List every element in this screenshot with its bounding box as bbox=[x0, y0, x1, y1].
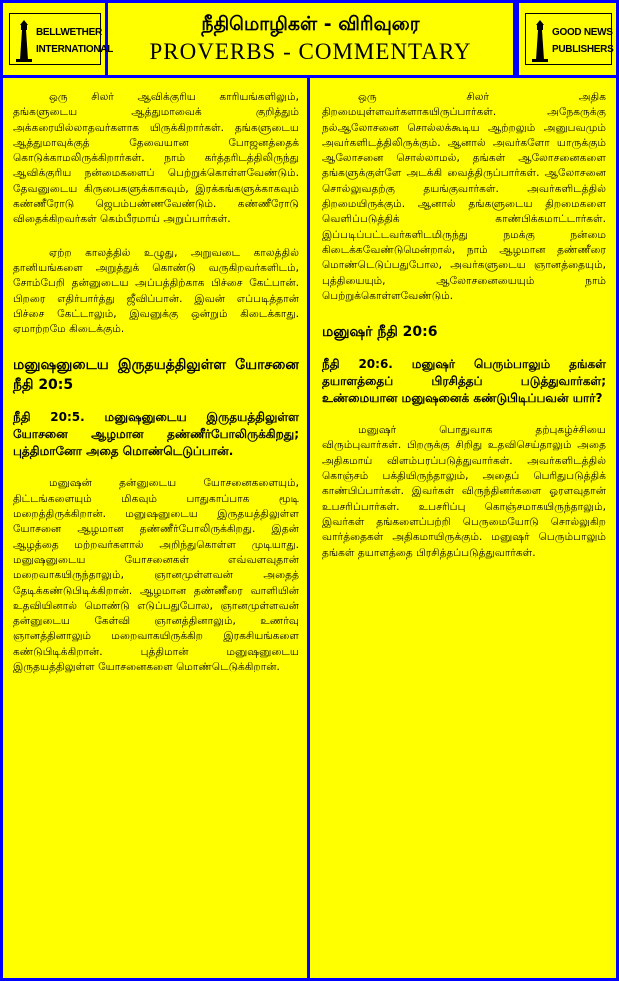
right-paragraph-2: மனுஷர் பொதுவாக தற்புகழ்ச்சியை விரும்புவார்கள். பிறருக்கு சிறிது உதவிசெய்தாலும் அதை அதிகமாய் விளம்பரப்படுத்துவார்கள். அவர்களிடத்தில் கொஞ்சம் பக்தியிருந்தாலும், அதைப் பெரிதுபடுத்திக் காண்பிப்பார்கள். இவர்கள் விருந்தினர்களை ஓரளவுதான் உபசரிப்பார்கள். உபசரிப்பு கொஞ்சமாகயிருந்தாலும், இவர்கள் தங்களைப்பற்றி பெருமையோடு சொல்லுகிற வார்த்தைகள் அதிகமாயிருக்கும். மனுஷர் பெரும்பாலும் தங்கள் தயாளத்தை பிரசித்தப்படுத்துவார்கள். bbox=[322, 424, 606, 559]
page-title-tamil: நீதிமொழிகள் - விரிவுரை bbox=[201, 13, 420, 35]
title-box bbox=[108, 3, 516, 75]
right-logo-line2: PUBLISHERS bbox=[552, 44, 614, 55]
page-title-english: PROVERBS - COMMENTARY bbox=[149, 39, 472, 64]
left-paragraph-1: ஒரு சிலர் ஆவிக்குரிய காரியங்களிலும், தங்களுடைய ஆத்துமாவைக் குறித்தும் அக்கரையில்லாதவர்களாக யிருக்கிறார்கள். தங்களுடைய ஆத்துமாவுக்குத் தேவையான போஜனத்தைக் கொடுக்காமலிருக்கிறார்கள். நாம் கர்த்தரிடத்திலிருந்து ஆவிக்குரிய நன்மைகளைப் பெற்றுக்கொள்ளவேண்டும். தேவனுடைய கிருபைகளுக்காகவும், இரக்கங்களுக்காகவும் கண்ணீரோடு ஜெபம்பண்ணவேண்டும். கண்ணீரோடு விதைக்கிறவர்கள் கெம்பீரமாய் அறுப்பார்கள். bbox=[13, 91, 299, 226]
verse-20-5: நீதி 20:5. மனுஷனுடைய இருதயத்திலுள்ள யோசனை ஆழமான தண்ணீர்போலிருக்கிறது; புத்திமானோ அதை மொண்டெடுப்பான். bbox=[13, 410, 299, 459]
lighthouse-icon bbox=[529, 20, 551, 62]
bellwether-logo bbox=[9, 13, 114, 65]
left-paragraph-3: மனுஷன் தன்னுடைய யோசனைகளையும், திட்டங்களையும் மிகவும் பாதுகாப்பாக மூடி மறைத்திருக்கிறான். மனுஷனுடைய இருதயத்திலுள்ள யோசனை ஆழமான தண்ணீர்போலிருக்கிறது. இதன் ஆழத்தை மற்றவர்களால் அறிந்துகொள்ள முடியாது. மனுஷனுடைய யோசனைகள் எவ்வளவுதான் மறைவாகயிருந்தாலும், ஞானமுள்ளவன் அதைத் தேடிக்கண்டுபிடிக்கிறான். ஆழமான தண்ணீரை வாளியின் உதவியினால் மொண்டு எடுப்பதுபோல, ஞானமுள்ளவன் தன்னுடைய கேள்வி ஞானத்தினாலும், உணர்வு ஞானத்தினாலும் மறைவாகயிருக்கிற இரகசியங்களை கண்டுபிடிக்கிறான். புத்திமான் மனுஷனுடைய இருதயத்திலுள்ள யோசனைகளை மொண்டெடுக்கிறான். bbox=[13, 477, 299, 674]
section-heading-20-5: மனுஷனுடைய இருதயத்திலுள்ள யோசனை நீதி 20:5 bbox=[13, 357, 299, 394]
right-paragraph-1: ஒரு சிலர் அதிக திறமையுள்ளவர்களாகயிருப்பார்கள். அநேகருக்கு நல்ஆலோசனை சொல்லக்கூடிய ஆற்றலும் அனுபவமும் அவர்களிடத்திலிருக்கும். ஆனால் அவர்களோ யாருக்கும் ஆலோசனை சொல்லாமல், தங்கள் ஆலோசனைகளை தங்களுக்குள்ளே அடக்கி வைத்திருப்பார்கள். ஆலோசனை சொல்லுவதற்கு தயங்குவார்கள். அவர்களிடத்தில் திறமையிருக்கும். ஆனால் தங்களுடைய திறமைகளை வெளிப்படுத்திக் காண்பிக்கமாட்டார்கள். இப்படிப்பட்டவர்களிடமிருந்து நமக்கு நன்மை கிடைக்கவேண்டுமென்றால், நாம் ஆழமான தண்ணீரை மொண்டெடுப்பதுபோல, அவர்களுடைய ஞானத்தையும், புத்தியையும், ஆலோசனையையும் நாம் பெற்றுக்கொள்ளவேண்டும். bbox=[322, 91, 606, 302]
section-heading-20-6: மனுஷர் நீதி 20:6 bbox=[322, 324, 438, 341]
verse-20-6: நீதி 20:6. மனுஷர் பெரும்பாலும் தங்கள் தயாளத்தைப் பிரசித்தப் படுத்துவார்கள்; உண்மையான மனுஷனைக் கண்டுபிடிப்பவன் யார்? bbox=[322, 357, 606, 406]
right-logo-line1: GOOD NEWS bbox=[552, 27, 613, 38]
good-news-logo bbox=[525, 13, 612, 65]
right-column bbox=[310, 78, 619, 981]
left-column bbox=[0, 78, 310, 981]
header-banner bbox=[0, 0, 619, 78]
left-logo-line1: BELLWETHER bbox=[36, 27, 102, 38]
left-logo-box bbox=[3, 3, 114, 75]
left-paragraph-2: ஏற்ற காலத்தில் உழுது, அறுவடை காலத்தில் தானியங்களை அறுத்துக் கொண்டு வருகிறவர்களிடம், சோம்பேறி தன்னுடைய அப்பத்திற்காக பிச்சை கேட்பான். பிறரை எதிர்பார்த்து ஜீவிப்பான். இவன் எப்படித்தான் பிச்சை கேட்டாலும், இவனுக்கு ஒன்றும் கிடைக்காது. ஏமாற்றமே கிடைக்கும். bbox=[13, 246, 299, 336]
left-logo-line2: INTERNATIONAL bbox=[36, 44, 114, 55]
lighthouse-icon bbox=[13, 20, 35, 62]
right-logo-box bbox=[516, 3, 616, 75]
